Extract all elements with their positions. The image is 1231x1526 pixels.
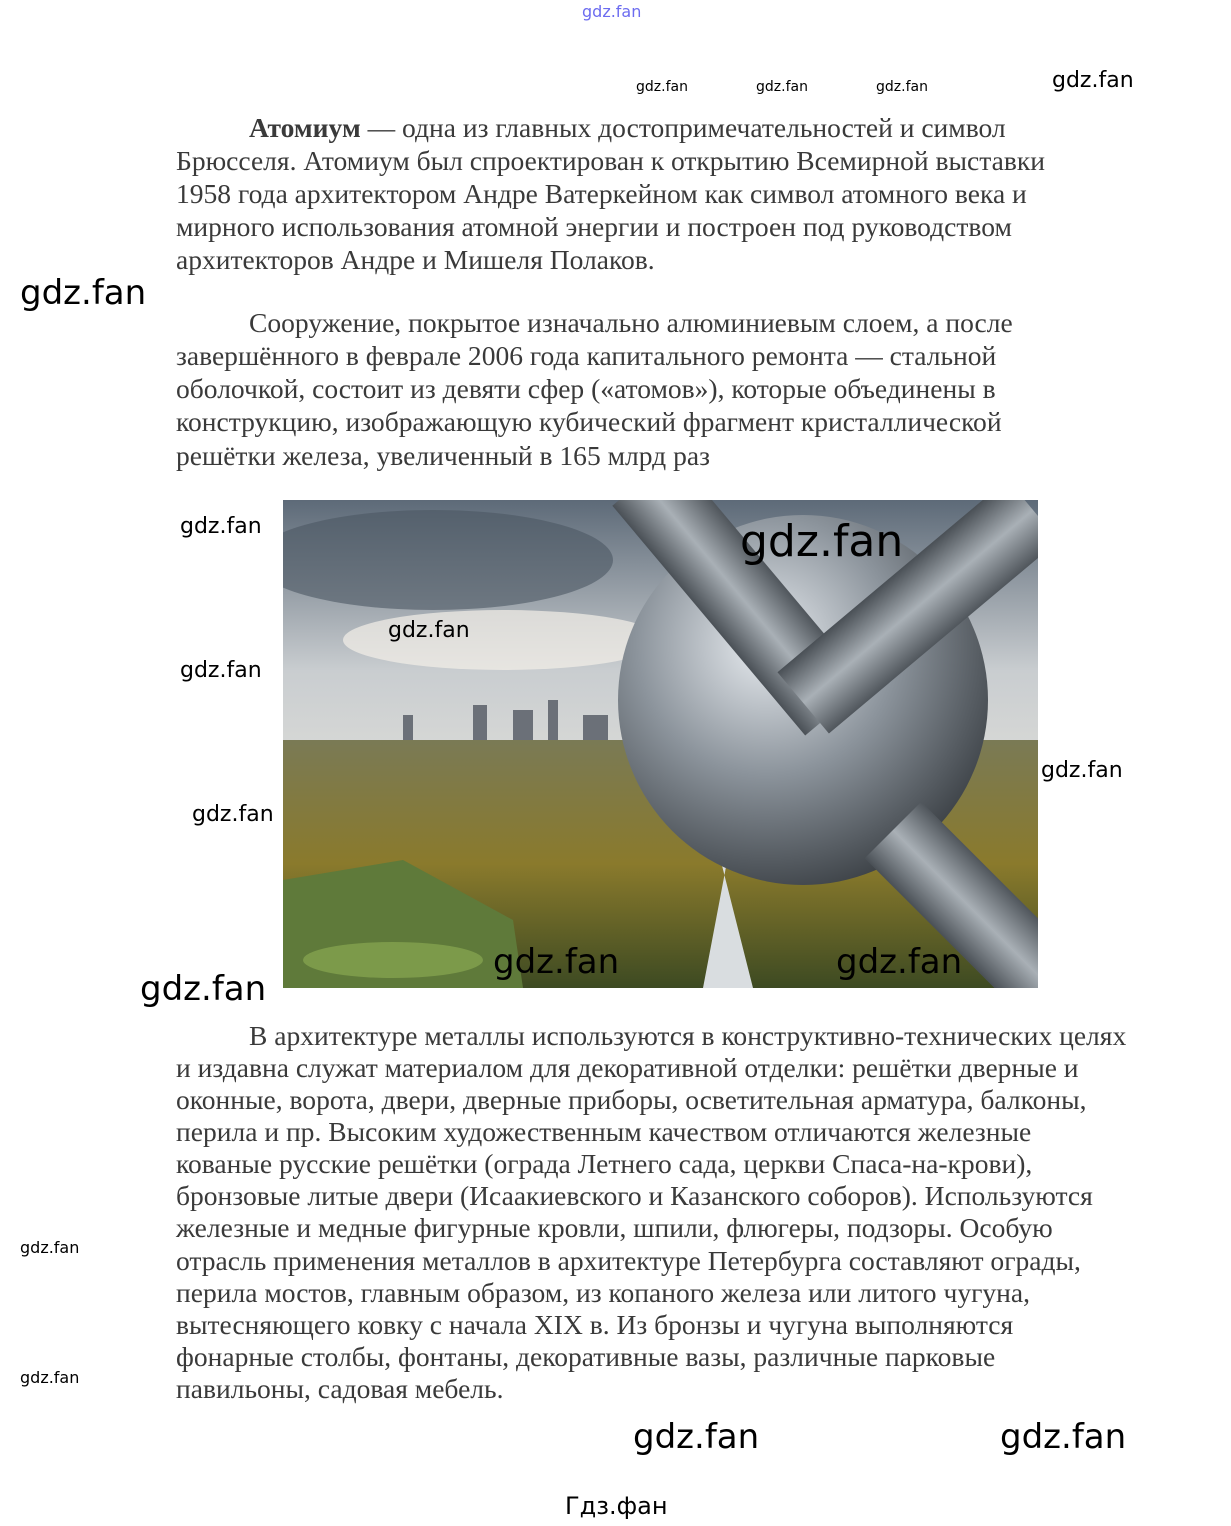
watermark: gdz.fan	[756, 79, 808, 95]
paragraph-2-line: оболочкой, состоит из девяти сфер («атомов»), которые объединены в	[176, 374, 996, 404]
watermark: gdz.fan	[740, 516, 904, 567]
watermark: gdz.fan	[388, 618, 470, 643]
watermark: gdz.fan	[20, 1368, 80, 1387]
atomium-photo	[283, 500, 1038, 988]
paragraph-3-line: отрасль применения металлов в архитектуре Петербурга составляют ограды,	[176, 1246, 1081, 1276]
paragraph-2-line: решётки железа, увеличенный в 165 млрд раз	[176, 441, 710, 471]
watermark: gdz.fan	[1000, 1417, 1127, 1457]
watermark: gdz.fan	[493, 942, 620, 982]
paragraph-3-line: бронзовые литые двери (Исаакиевского и Казанского соборов). Используются	[176, 1181, 1093, 1211]
header-watermark: gdz.fan	[582, 2, 642, 21]
watermark: gdz.fan	[192, 802, 274, 827]
paragraph-3-line: фонарные столбы, фонтаны, декоративные вазы, различные парковые	[176, 1342, 996, 1372]
paragraph-3-line: и издавна служат материалом для декоративной отделки: решётки дверные и	[176, 1053, 1079, 1083]
paragraph-3-line: оконные, ворота, двери, дверные приборы, осветительная арматура, балконы,	[176, 1085, 1087, 1115]
watermark: gdz.fan	[636, 79, 688, 95]
paragraph-3-line: железные и медные фигурные кровли, шпили, флюгеры, подзоры. Особую	[176, 1213, 1053, 1243]
paragraph-3-line: перила мостов, главным образом, из копаного железа или литого чугуна,	[176, 1278, 1031, 1308]
paragraph-2-line: завершённого в феврале 2006 года капитального ремонта — стальной	[176, 341, 997, 371]
watermark: gdz.fan	[633, 1417, 760, 1457]
paragraph-1-line: 1958 года архитектором Андре Ватеркейном как символ атомного века и	[176, 179, 1027, 209]
watermark: gdz.fan	[20, 1238, 80, 1257]
bold-term: Атомиум	[249, 113, 361, 143]
paragraph-3-line: В архитектуре металлы используются в конструктивно-технических целях	[249, 1021, 1127, 1051]
paragraph-1-line: мирного использования атомной энергии и построен под руководством	[176, 212, 1012, 242]
watermark: gdz.fan	[180, 514, 262, 539]
paragraph-3-line: кованые русские решётки (ограда Летнего сада, церкви Спаса-на-крови),	[176, 1149, 1033, 1179]
paragraph-1-line: архитекторов Андре и Мишеля Полаков.	[176, 245, 655, 275]
paragraph-2-line: Сооружение, покрытое изначально алюминиевым слоем, а после	[249, 308, 1013, 338]
paragraph-3-line: павильоны, садовая мебель.	[176, 1374, 504, 1404]
footer-watermark: Гдз.фан	[565, 1492, 668, 1520]
atomium-illustration	[283, 500, 1038, 988]
watermark: gdz.fan	[876, 79, 928, 95]
paragraph-3-line: перила и пр. Высоким художественным качеством отличаются железные	[176, 1117, 1032, 1147]
paragraph-1-line: Брюсселя. Атомиум был спроектирован к открытию Всемирной выставки	[176, 146, 1045, 176]
paragraph-1-line: Атомиум — одна из главных достопримечательностей и символ	[249, 113, 1006, 143]
watermark: gdz.fan	[140, 969, 267, 1009]
watermark: gdz.fan	[180, 658, 262, 683]
paragraph-3-line: вытесняющего ковку с начала XIX в. Из бронзы и чугуна выполняются	[176, 1310, 1014, 1340]
watermark: gdz.fan	[1041, 758, 1123, 783]
paragraph-2-line: конструкцию, изображающую кубический фрагмент кристаллической	[176, 407, 1002, 437]
watermark: gdz.fan	[20, 273, 147, 313]
watermark: gdz.fan	[836, 942, 963, 982]
watermark: gdz.fan	[1052, 68, 1134, 93]
